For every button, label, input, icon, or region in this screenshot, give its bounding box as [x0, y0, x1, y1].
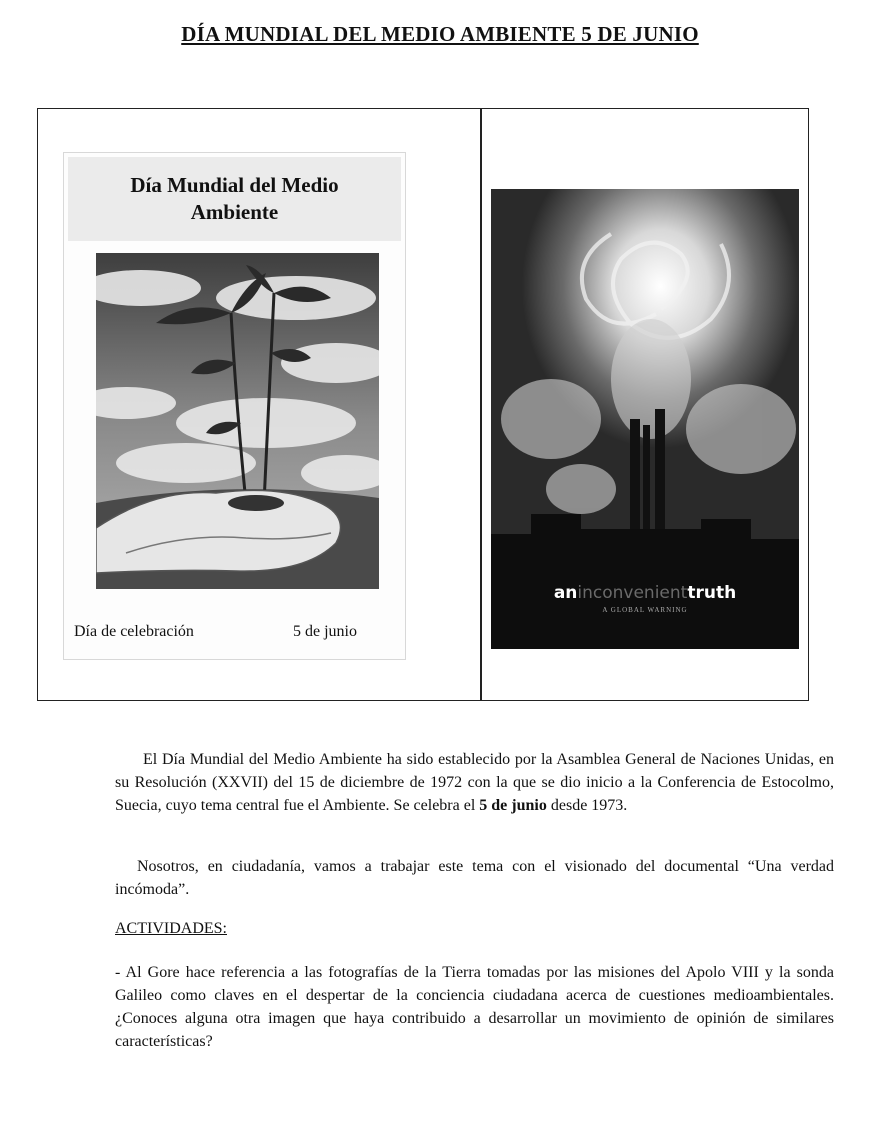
activity-item: - Al Gore hace referencia a las fotografías de la Tierra tomadas por las misiones del Apolo VIII y la sonda Galileo como claves en el despertar de la conciencia ciudadana acerca de cuestiones medioambientales. ¿Conoces alguna otra imagen que haya contribuido a desarrollar un movimiento de opinión de similares características? — [115, 964, 834, 1050]
film-title-truth: truth — [687, 583, 737, 603]
film-title-an: an — [553, 583, 578, 603]
environment-day-poster — [63, 152, 406, 660]
celebration-date: 5 de junio — [293, 623, 357, 640]
page-title: DÍA MUNDIAL DEL MEDIO AMBIENTE 5 DE JUNIO — [181, 22, 699, 46]
poster-header — [68, 157, 401, 241]
intro-date-bold: 5 de junio — [479, 797, 547, 814]
seedling-hands-photo — [96, 253, 379, 589]
smokestack-hurricane-image — [491, 189, 799, 649]
activities-heading: ACTIVIDADES: — [115, 920, 227, 937]
celebration-label: Día de celebración — [74, 623, 194, 640]
poster-title: Día Mundial del Medio Ambiente — [130, 172, 339, 224]
frame-divider — [480, 108, 482, 701]
intro-text-end: desde 1973. — [546, 797, 628, 814]
film-subtitle: A GLOBAL WARNING — [602, 606, 688, 614]
film-title — [491, 583, 799, 603]
film-title-inconvenient: inconvenient — [577, 583, 688, 603]
inconvenient-truth-poster — [491, 189, 799, 649]
intro-text-start: El Día Mundial del Medio Ambiente ha sido establecido por la Asamblea General de Naciones Unidas, en su Resolución (XXVII) del 15 de diciembre de 1972 con la que se dio inicio a la Conferencia de Estocolmo, Suecia, cuyo tema central fue el Ambiente. Se celebra el — [115, 751, 834, 814]
intro-paragraph — [115, 748, 834, 817]
documentary-paragraph: Nosotros, en ciudadanía, vamos a trabajar este tema con el visionado del documental “Una verdad incómoda”. — [115, 858, 834, 898]
